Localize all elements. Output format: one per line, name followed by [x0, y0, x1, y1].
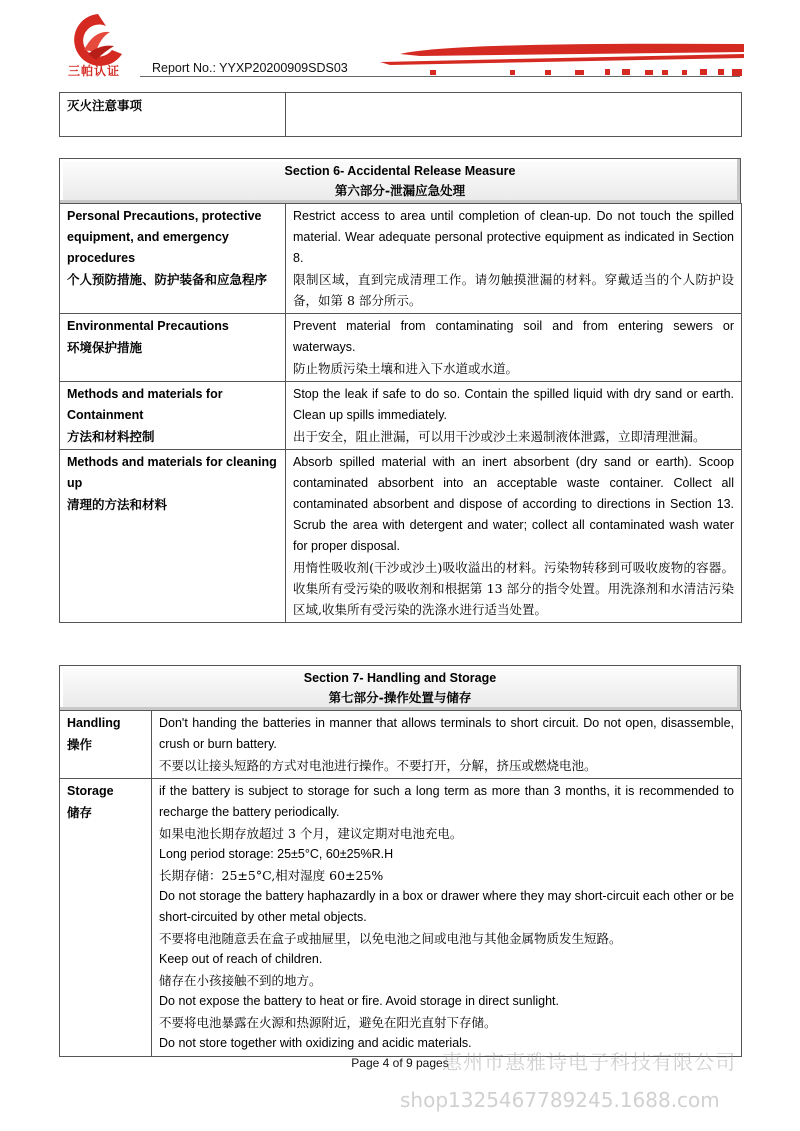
header-red-band: [360, 40, 744, 80]
label-en: Methods and materials for cleaning up: [67, 455, 277, 490]
content-en: Prevent material from contaminating soil and from entering sewers or waterways.: [293, 319, 734, 354]
brand-name: 三帕认证: [68, 64, 121, 78]
storage-line: Keep out of reach of children.: [159, 952, 323, 966]
section7-header: [59, 665, 741, 711]
storage-line: Do not store together with oxidizing and acidic materials.: [159, 1036, 472, 1050]
handling-label: Handling 操作: [60, 711, 152, 779]
row-label: [60, 450, 286, 623]
content-zh: 不要以让接头短路的方式对电池进行操作。不要打开，分解，挤压或燃烧电池。: [159, 758, 597, 773]
label-zh: 清理的方法和材料: [67, 497, 168, 512]
watermark-company: 惠州市惠雅诗电子科技有限公司: [442, 1050, 736, 1074]
label-zh: 方法和材料控制: [67, 429, 155, 444]
firefighting-notes-label: 灭火注意事项: [60, 93, 286, 137]
content-en: Don't handing the batteries in manner that allows terminals to short circuit. Do not open, disassemble, crush or burn battery.: [159, 716, 734, 751]
storage-content: [152, 779, 742, 1057]
row-label: [60, 204, 286, 314]
label-zh: 环境保护措施: [67, 340, 143, 355]
handling-content: [152, 711, 742, 779]
watermark-shop: shop1325467789245.1688.com: [400, 1088, 720, 1112]
label-en: Methods and materials for Containment: [67, 387, 223, 422]
table-row: [60, 204, 742, 314]
section6-title-en: Section 6- Accidental Release Measure: [284, 164, 516, 178]
storage-line: 不要将电池随意丢在盒子或抽屉里，以免电池之间或电池与其他金属物质发生短路。: [159, 931, 622, 946]
firefighting-notes-value: [286, 93, 742, 137]
storage-line: Do not storage the battery haphazardly in a box or drawer where they may short-circuit each other or be short-circuited by other metal objects.: [159, 889, 734, 924]
section7-table: [59, 710, 742, 1057]
row-label: [60, 314, 286, 382]
table-row: [60, 450, 742, 623]
content-en: Stop the leak if safe to do so. Contain the spilled liquid with dry sand or earth. Clean up spills immediately.: [293, 387, 734, 422]
table-row: [60, 711, 742, 779]
content-zh: 出于安全，阻止泄漏，可以用干沙或沙土来遏制液体泄露，立即清理泄漏。: [293, 429, 706, 444]
section7-title-zh: 第七部分-操作处置与储存: [328, 690, 472, 705]
storage-line: Do not expose the battery to heat or fire. Avoid storage in direct sunlight.: [159, 994, 560, 1008]
storage-label: Storage 储存: [60, 779, 152, 1057]
storage-line: if the battery is subject to storage for such a long term as more than 3 months, it is recommended to recharge the battery periodically.: [159, 784, 734, 819]
page-number: Page 4 of 9 pages: [351, 1056, 449, 1070]
content-zh: 限制区域，直到完成清理工作。请勿触摸泄漏的材料。穿戴适当的个人防护设备，如第 8 部分所示。: [293, 272, 734, 308]
content-en: Absorb spilled material with an inert absorbent (dry sand or earth). Scoop contaminated absorbent into an acceptable waste container. Collect all contaminated absorbent and dispose of according to directions in Section 13. Scrub the area with detergent and water; collect all contaminated wash water for proper disposal.: [293, 455, 734, 553]
content-en: Restrict access to area until completion of clean-up. Do not touch the spilled material. Wear adequate personal protective equipment as indicated in Section 8.: [293, 209, 734, 265]
section6-title-zh: 第六部分-泄漏应急处理: [334, 183, 466, 198]
storage-line: Long period storage: 25±5°C, 60±25%R.H: [159, 847, 394, 861]
section6-table: [59, 203, 742, 623]
row-label: [60, 382, 286, 450]
storage-line: 储存在小孩接触不到的地方。: [159, 973, 322, 988]
report-number: Report No.: YYXP20200909SDS03: [152, 61, 348, 75]
table-row: [60, 779, 742, 1057]
row-content: [286, 450, 742, 623]
table-row: [60, 314, 742, 382]
firefighting-notes-table: [59, 92, 742, 137]
table-row: [60, 382, 742, 450]
section7-title-en: Section 7- Handling and Storage: [303, 671, 497, 685]
row-content: [286, 382, 742, 450]
content-zh: 防止物质污染土壤和进入下水道或水道。: [293, 361, 519, 376]
storage-line: 长期存储：25±5°C,相对湿度 60±25%: [159, 868, 384, 883]
section6-header: [59, 158, 741, 204]
content-zh: 用惰性吸收剂(干沙或沙土)吸收溢出的材料。污染物转移到可吸收废物的容器。收集所有受污染的吸收剂和根据第 13 部分的指令处置。用洗涤剂和水清洁污染区域,收集所有受污染的洗涤水进行适当处置。: [293, 560, 734, 617]
page-header: [0, 0, 800, 90]
label-en: Personal Precautions, protective equipment, and emergency procedures: [67, 209, 262, 265]
row-content: [286, 204, 742, 314]
storage-line: 不要将电池暴露在火源和热源附近，避免在阳光直射下存储。: [159, 1015, 497, 1030]
storage-line: 如果电池长期存放超过 3 个月，建议定期对电池充电。: [159, 826, 463, 841]
label-zh: 个人预防措施、防护装备和应急程序: [67, 272, 268, 287]
row-content: [286, 314, 742, 382]
label-en: Environmental Precautions: [67, 319, 229, 333]
